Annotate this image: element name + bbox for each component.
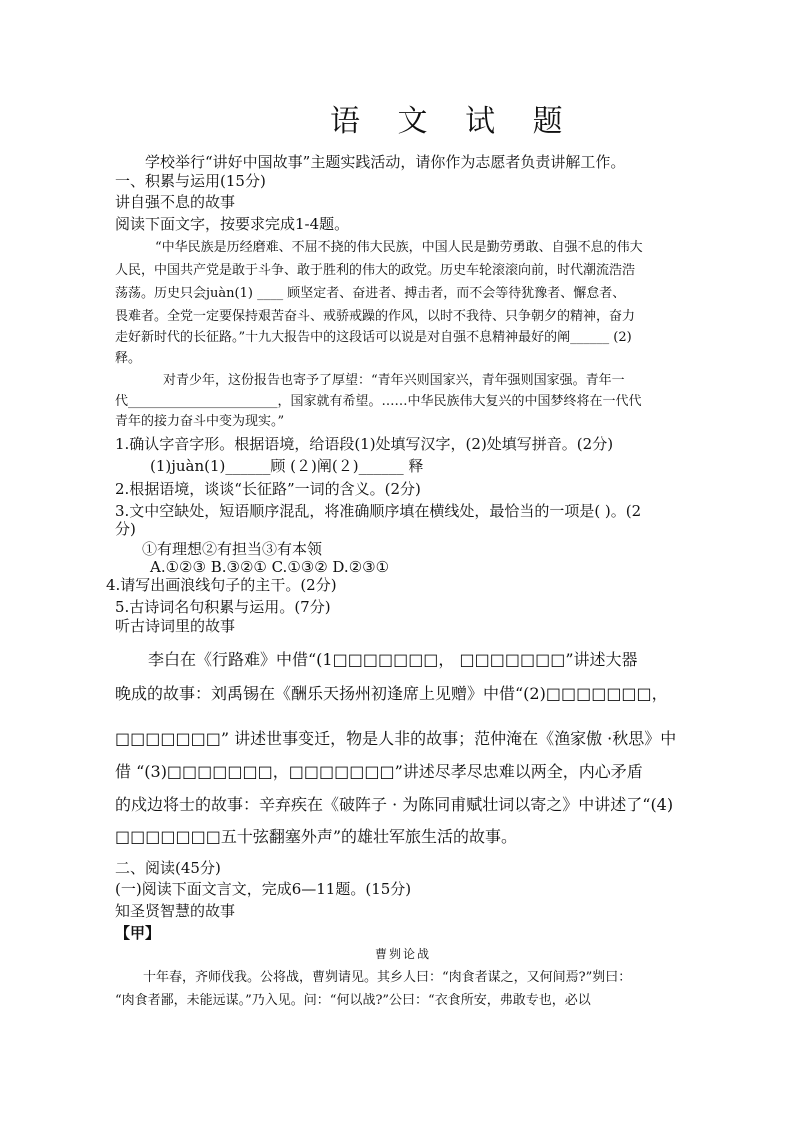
poetry-line: 的戍边将士的故事：辛弃疾在《破阵子 · 为陈同甫赋壮词以寄之》中讲述了“(4) <box>115 795 674 814</box>
question-1: 1.确认字音字形。根据语境，给语段(1)处填写汉字，(2)处填写拼音。(2分) <box>115 435 614 453</box>
passage-line: 走好新时代的长征路。”十九大报告中的这段话可以说是对自强不息精神最好的阐______ (2) <box>115 330 632 345</box>
question-1-blanks: (1)juàn(1)______顾 (２)阐(２)______ 释 <box>150 457 424 475</box>
question-2: 2.根据语境，谈谈“长征路”一词的含义。(2分) <box>115 480 421 498</box>
article-title: 曹刿论战 <box>375 947 432 961</box>
passage2-line: 代_______________________，国家就有希望。……中华民族伟大复兴的中国梦终将在一代代 <box>115 394 642 409</box>
section-jia-label: 【甲】 <box>115 924 161 942</box>
question-3-options: A.①②③ B.③②① C.①③② D.②③① <box>150 558 390 576</box>
poetry-line: 晚成的故事：刘禹锡在《酬乐天扬州初逢席上见赠》中借“(2)□□□□□□□， <box>115 684 668 703</box>
question-3-items: ①有理想②有担当③有本领 <box>142 540 323 558</box>
section2-subheading: 知圣贤智慧的故事 <box>115 902 236 920</box>
poetry-line: □□□□□□□” 讲述世事变迁，物是人非的故事；范仲淹在《渔家傲 ·秋思》中 <box>115 729 677 748</box>
passage-line: 人民，中国共产党是敢于斗争、敢于胜利的伟大的政党。历史车轮滚滚向前，时代潮流浩浩 <box>115 263 636 278</box>
question-3-cont: 分) <box>115 520 136 538</box>
intro-text: 学校举行“讲好中国故事”主题实践活动，请你作为志愿者负责讲解工作。 <box>145 153 626 171</box>
section1-instruction: 阅读下面文字，按要求完成1-4题。 <box>115 215 350 233</box>
passage-line: 畏难者。全党一定要保持艰苦奋斗、戒骄戒躁的作风，以时不我待、只争朝夕的精神，奋力 <box>115 309 636 324</box>
passage-line: 释。 <box>115 351 142 366</box>
question-5: 5.古诗词名句积累与运用。(7分) <box>115 598 331 616</box>
section2-heading: 二、阅读(45分) <box>115 859 221 877</box>
poetry-line: 借 “(3)□□□□□□□，□□□□□□□”讲述尽孝尽忠难以两全，内心矛盾 <box>115 762 643 781</box>
section1-subheading: 讲自强不息的故事 <box>115 193 236 211</box>
poetry-line: □□□□□□□五十弦翻塞外声”的雄壮军旅生活的故事。 <box>115 827 518 846</box>
passage2-line: 青年的接力奋斗中变为现实。” <box>115 414 285 429</box>
poetry-line: 李白在《行路难》中借“(1□□□□□□□， □□□□□□□”讲述大器 <box>148 650 638 669</box>
page-title: 语 文 试 题 <box>330 104 577 139</box>
section1-heading: 一、积累与运用(15分) <box>115 172 266 190</box>
poetry-heading: 听古诗词里的故事 <box>115 617 236 635</box>
article-line: “肉食者鄙，未能远谋。”乃入见。问：“何以战?”公曰：“衣食所安，弗敢专也，必以 <box>115 993 591 1008</box>
article-line: 十年春，齐师伐我。公将战，曹刿请见。其乡人曰：“肉食者谋之，又何间焉?”刿曰： <box>143 970 632 985</box>
question-3: 3.文中空缺处，短语顺序混乱，将准确顺序填在横线处，最恰当的一项是( )。(2 <box>115 502 642 520</box>
question-4: 4.请写出画浪线句子的主干。(2分) <box>106 576 337 594</box>
section2-sub1: (一)阅读下面文言文，完成6—11题。(15分) <box>115 880 412 898</box>
passage-line: “中华民族是历经磨难、不屈不挠的伟大民族，中国人民是勤劳勇敢、自强不息的伟大 <box>155 240 643 255</box>
passage2-line: 对青少年，这份报告也寄予了厚望：“青年兴则国家兴，青年强则国家强。青年一 <box>163 373 625 388</box>
passage-line: 荡荡。历史只会juàn(1) ____ 顾坚定者、奋进者、搏击者，而不会等待犹豫者、懈怠者、 <box>115 286 626 301</box>
